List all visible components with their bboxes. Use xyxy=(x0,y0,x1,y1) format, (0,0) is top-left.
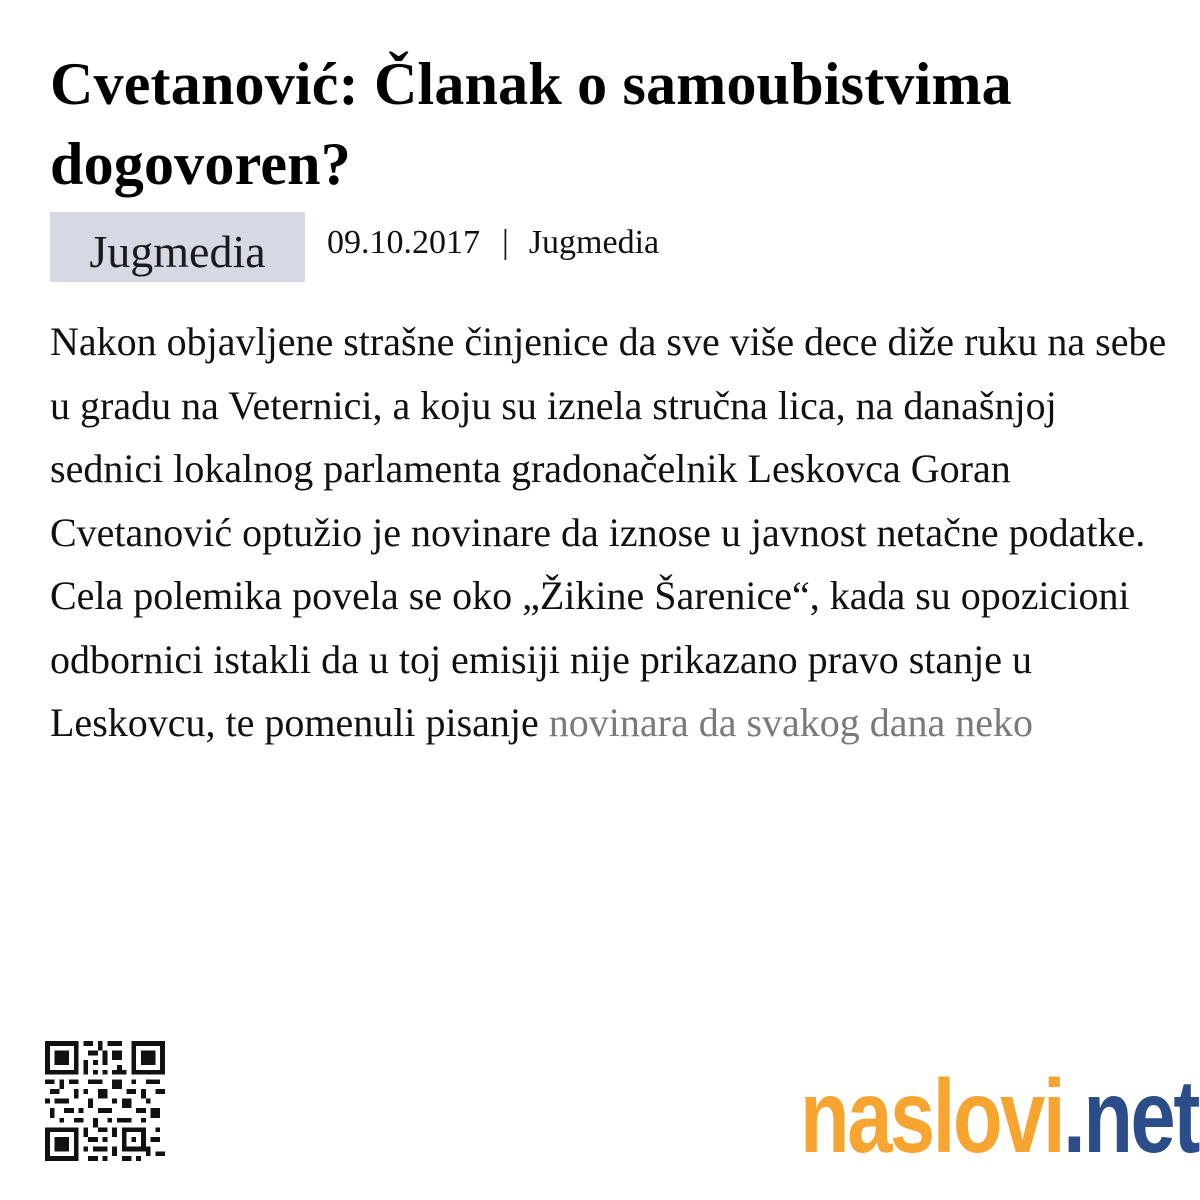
article-title: Cvetanović: Članak o samoubistvima dogovoren? xyxy=(50,51,1012,197)
article-date: 09.10.2017 xyxy=(327,224,480,261)
article-meta xyxy=(50,212,659,282)
naslovi-logo[interactable] xyxy=(800,1059,1199,1175)
article-body-faded: novinara da svakog dana neko xyxy=(548,700,1034,745)
source-badge[interactable]: Jugmedia xyxy=(50,212,305,282)
logo-main-text: naslovi xyxy=(800,1059,1064,1175)
qr-code-icon[interactable] xyxy=(45,1038,165,1164)
logo-tld-text: .net xyxy=(1063,1059,1199,1175)
article-author: Jugmedia xyxy=(528,224,660,261)
meta-separator: | xyxy=(502,224,509,261)
article-body-text: Nakon objavljene strašne činjenice da sve više dece diže ruku na sebe u gradu na Veternici, a koju su iznela stručna lica, na današnjoj sednici lokalnog parlamenta gradonačelnik Leskovca Goran Cvetanović optužio je novinare da iznose u javnost netačne podatke. Cela polemika povela se oko „Žikine Šarenice“, kada su opozicioni odbornici istakli da u toj emisiji nije prikazano pravo stanje u Leskovcu, te pomenuli pisanje xyxy=(50,319,1167,745)
article-body xyxy=(50,310,1170,755)
meta-line xyxy=(327,224,659,262)
